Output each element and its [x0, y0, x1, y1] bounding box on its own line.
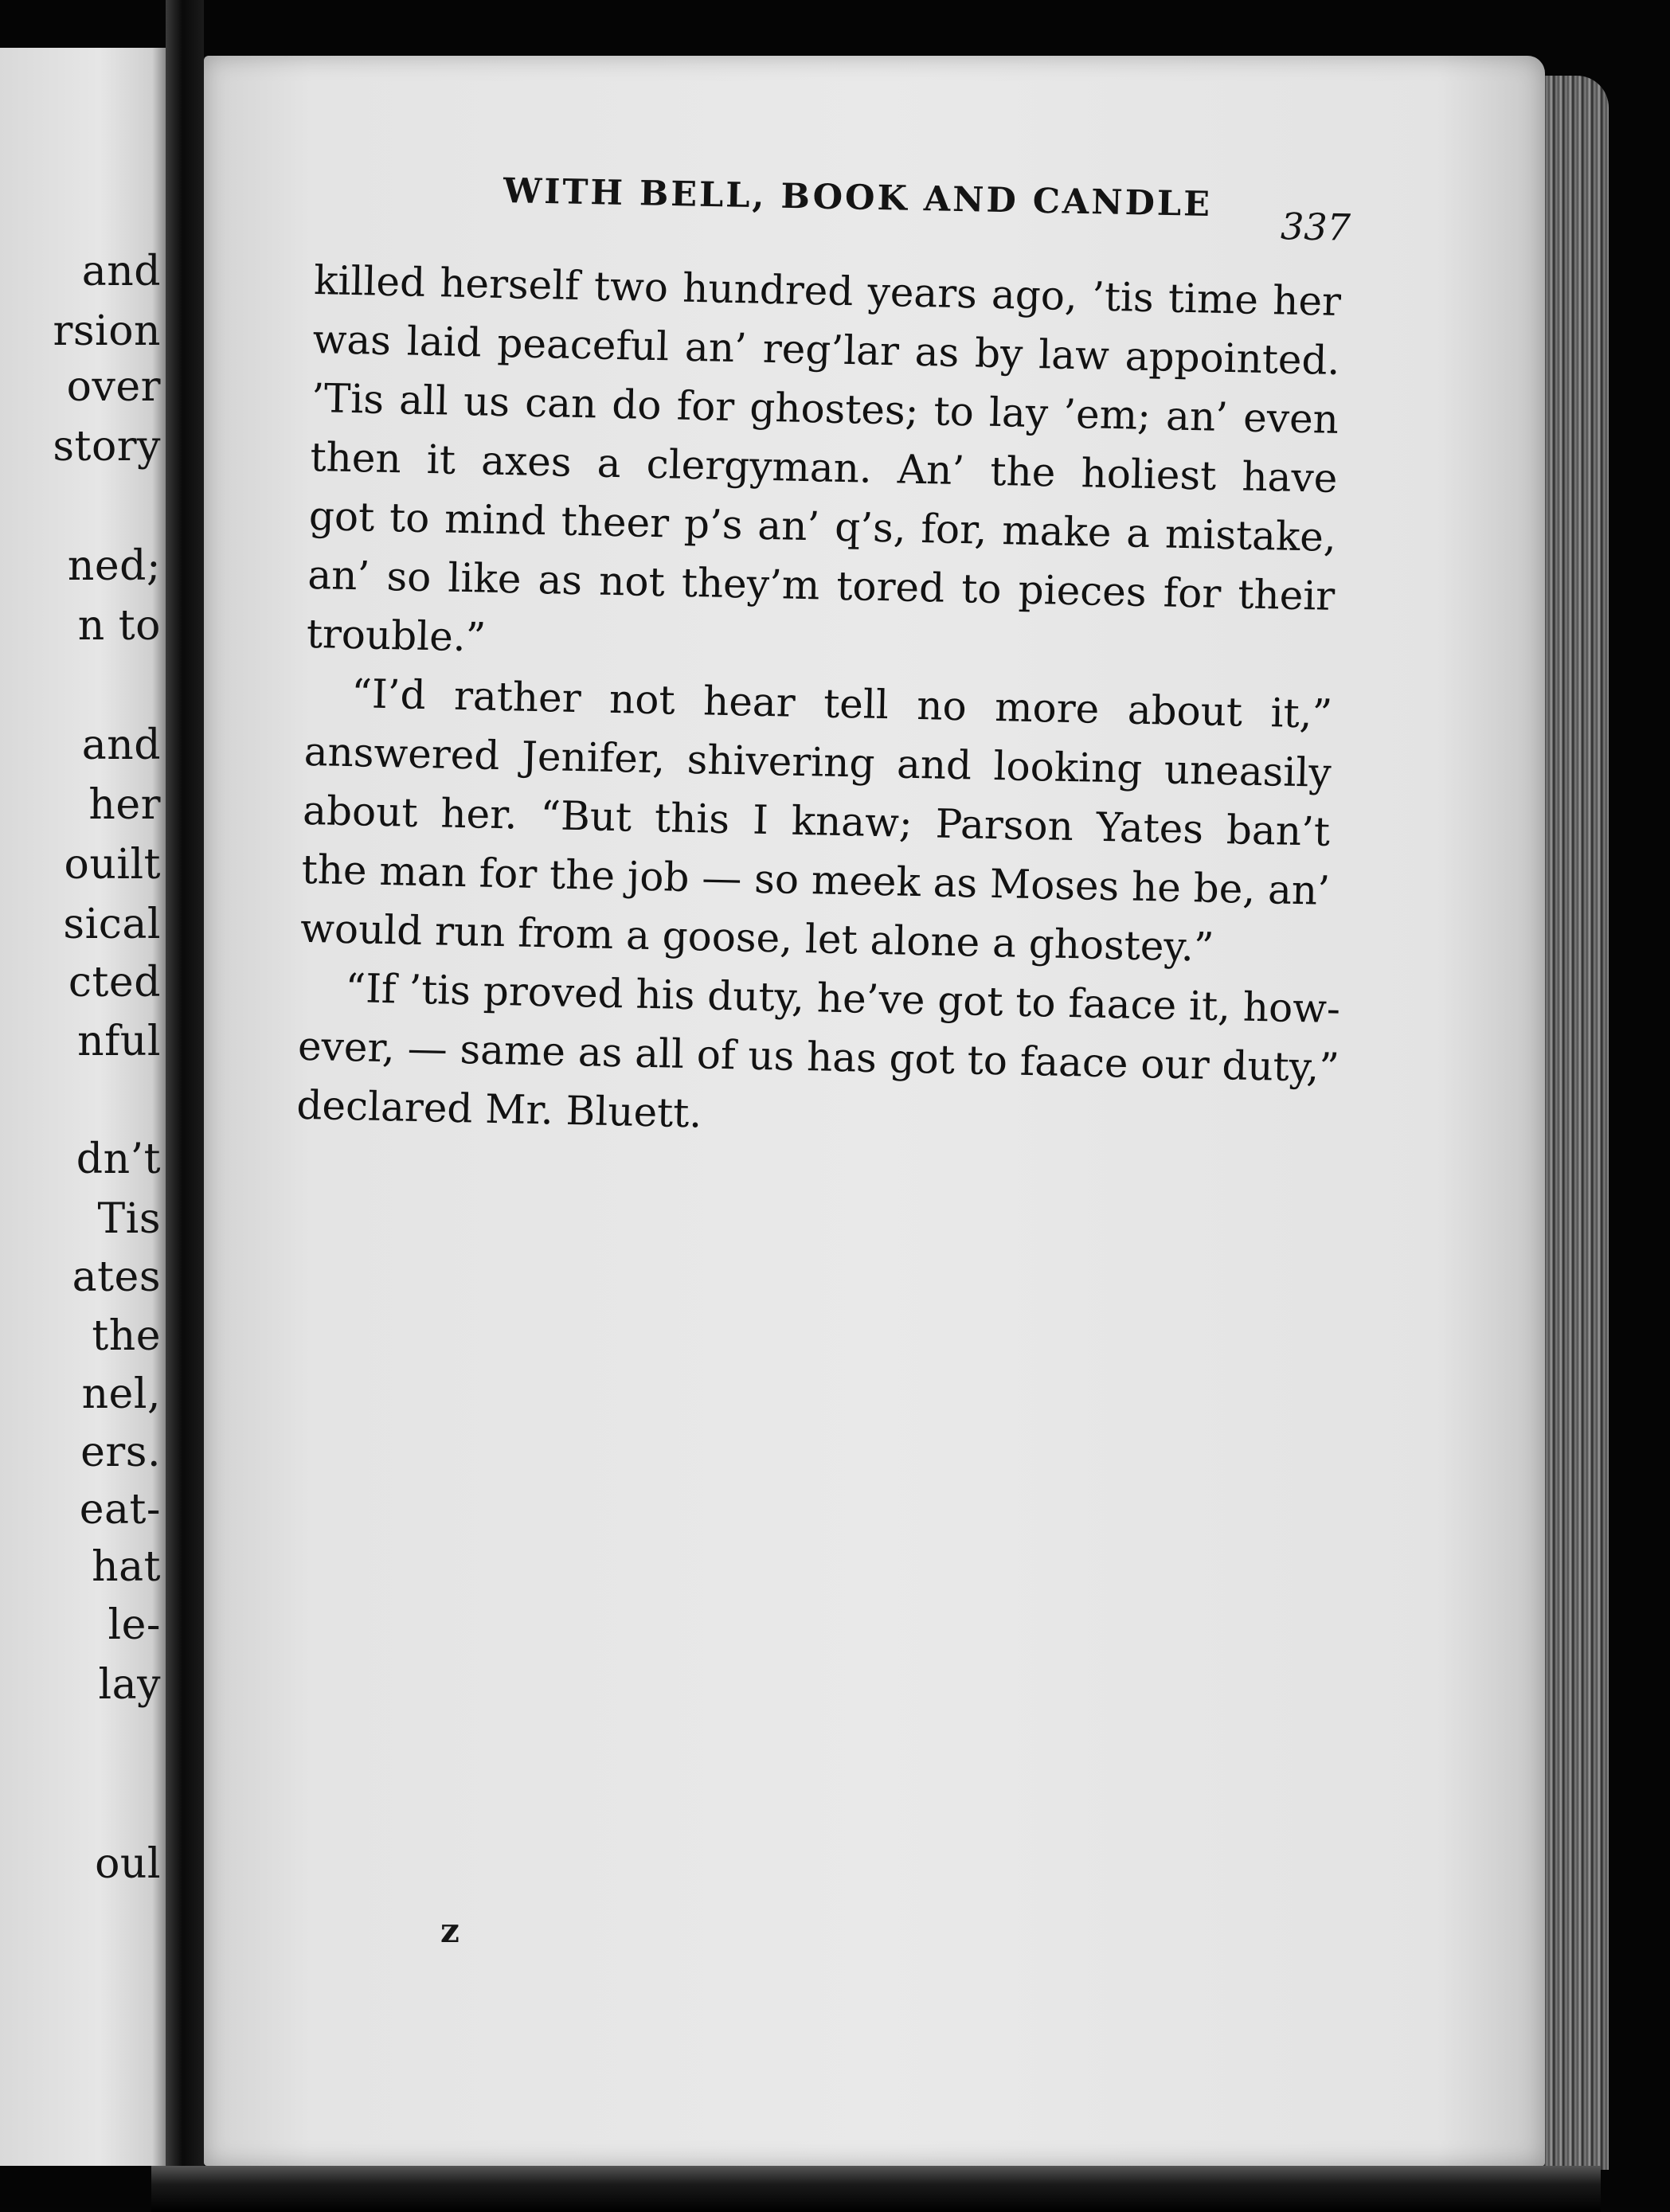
left-page-fragment: the: [92, 1312, 161, 1360]
text-line: would run from a goose, let alone a ghostey.”: [299, 905, 1215, 971]
left-facing-page: [0, 48, 166, 2166]
left-page-fragment: ers.: [80, 1428, 161, 1476]
body-text: [296, 251, 1342, 1156]
text-line: ’Tis all us can do for ghostes; to lay ’em; an’ even: [311, 374, 1340, 443]
running-head: WITH BELL, BOOK AND CANDLE: [503, 171, 1213, 225]
text-line: an’ so like as not they’m tored to pieces for their: [307, 551, 1336, 619]
left-page-fragment: hat: [92, 1543, 161, 1591]
left-page-fragment: oul: [95, 1840, 161, 1888]
left-page-fragment: cted: [68, 959, 161, 1006]
left-page-fragment: n to: [77, 602, 161, 650]
bottom-edge: [151, 2166, 1601, 2212]
book-gutter: [166, 0, 204, 2212]
left-page-fragment: sical: [63, 901, 161, 948]
left-page-fragment: over: [66, 363, 161, 411]
text-line: the man for the job — so meek as Moses he be, an’: [301, 846, 1331, 914]
left-page-fragment: ouilt: [64, 841, 161, 889]
left-page-fragment: eat-: [79, 1486, 161, 1534]
text-line: ever, — same as all of us has got to faace our duty,”: [297, 1022, 1340, 1092]
left-page-fragment: nful: [77, 1018, 161, 1065]
text-line: answered Jenifer, shivering and looking uneasily: [303, 728, 1332, 796]
left-page-fragment: le-: [108, 1601, 161, 1649]
signature-mark: z: [440, 1911, 460, 1950]
left-page-fragment: and: [81, 248, 161, 295]
text-line: then it axes a clergyman. An’ the holiest have: [309, 433, 1338, 502]
left-page-fragment: nel,: [81, 1370, 161, 1418]
left-page-fragment: dn’t: [76, 1135, 161, 1183]
left-page-fragment: story: [53, 423, 161, 471]
page-edges: [1537, 76, 1609, 2170]
left-page-fragment: ned;: [67, 542, 161, 590]
text-line: “I’d rather not hear tell no more about it,”: [350, 670, 1333, 737]
left-page-fragment: and: [81, 721, 161, 769]
left-page-fragment: lay: [98, 1661, 161, 1709]
left-page-fragment: ates: [72, 1253, 161, 1301]
text-line: trouble.”: [306, 610, 487, 661]
text-line: was laid peaceful an’ reg’lar as by law appointed.: [312, 315, 1340, 384]
left-page-fragment: her: [88, 781, 161, 829]
left-page-fragment: rsion: [53, 307, 161, 355]
text-line: killed herself two hundred years ago, ’tis time her: [313, 256, 1342, 326]
text-line: about her. “But this I knaw; Parson Yates ban’t: [302, 787, 1331, 855]
text-line: “If ’tis proved his duty, he’ve got to faace it, how-: [345, 965, 1341, 1033]
left-page-fragment: Tis: [97, 1195, 161, 1243]
text-line: declared Mr. Bluett.: [295, 1081, 702, 1137]
page-number: 337: [1280, 205, 1351, 249]
text-line: got to mind theer p’s an’ q’s, for, make a mistake,: [308, 492, 1337, 561]
